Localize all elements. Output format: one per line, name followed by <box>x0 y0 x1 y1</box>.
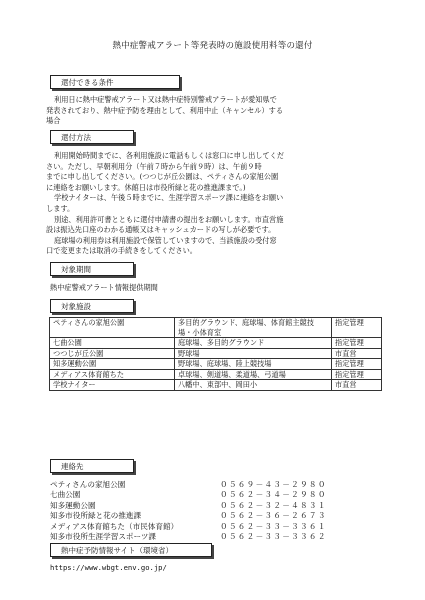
contact-phone: ０５６２－３４－２９８０ <box>220 490 327 500</box>
facility-venues: 多目的グラウンド、庭球場、体育館主競技場・小体育室 <box>175 318 332 338</box>
facility-name: つつじが丘公園 <box>50 348 175 359</box>
site-heading-text: 熱中症予防情報サイト（環境省） <box>61 546 173 555</box>
method-line: 学校ナイターは、午後５時までに、生涯学習スポーツ課に連絡をお願い <box>54 193 284 203</box>
facilities-table <box>49 317 382 391</box>
site-heading <box>50 543 212 557</box>
contacts-heading-text: 連絡先 <box>61 462 84 471</box>
facility-name: ペティさんの家旭公園 <box>50 318 175 338</box>
facility-venues: 野球場、庭球場、陸上競技場 <box>175 359 332 370</box>
method-heading-text: 還付方法 <box>61 133 91 142</box>
method-line: 利用開始時間までに、各利用施設に電話もしくは窓口に申し出してくだ <box>54 151 285 160</box>
contact-name: 知多市役所生涯学習スポーツ課 <box>50 531 157 541</box>
contact-name: メディアス体育館ちた（市民体育館） <box>50 521 179 531</box>
facility-venues: 野球場 <box>175 348 332 359</box>
facilities-heading <box>50 299 134 313</box>
facility-venues: 八幡中、東部中、岡田小 <box>175 380 332 391</box>
facility-management: 市直営 <box>332 348 382 359</box>
period-heading-text: 対象期間 <box>61 265 91 274</box>
facility-name: メディアス体育館ちた <box>50 369 175 380</box>
method-line: 庭球場の利用券は利用施設で保管していますので、当該施設の受付窓 <box>54 235 277 245</box>
method-line: さい。ただし、早朝利用分（午前７時から午前９時）は、午前９時 <box>46 161 262 171</box>
table-row <box>50 318 382 338</box>
facilities-heading-text: 対象施設 <box>61 302 91 311</box>
document-title: 熱中症警戒アラート等発表時の施設使用料等の還付 <box>112 41 313 51</box>
period-heading <box>50 262 134 276</box>
contact-name: ペティさんの家旭公園 <box>50 480 126 489</box>
contact-phone: ０５６９－４３－２９８０ <box>220 480 327 489</box>
table-row <box>50 369 382 380</box>
list-item <box>50 480 370 490</box>
facility-name: 学校ナイター <box>50 380 175 391</box>
facility-venues: 庭球場、多目的グラウンド <box>175 338 332 349</box>
contact-name: 知多運動公園 <box>50 500 96 510</box>
method-text <box>46 151 382 257</box>
facility-name: 知多運動公園 <box>50 359 175 370</box>
facility-name: 七曲公園 <box>50 338 175 349</box>
contacts-list <box>50 480 370 542</box>
method-heading <box>50 130 134 144</box>
list-item <box>50 511 370 521</box>
contacts-heading <box>50 459 134 473</box>
contact-phone: ０５６２－３６－２６７３ <box>220 511 327 521</box>
table-row <box>50 380 382 391</box>
facility-management: 指定管理 <box>332 359 382 370</box>
table-row <box>50 338 382 349</box>
list-item <box>50 490 370 500</box>
facility-management: 市直営 <box>332 380 382 391</box>
method-line: 設は振込先口座のわかる通帳又はキャッシュカードの写しが必要です。 <box>46 225 276 235</box>
contact-phone: ０５６２－３３－３３６２ <box>220 531 327 541</box>
site-url-link[interactable]: https://www.wbgt.env.go.jp/ <box>50 563 167 572</box>
conditions-line: 発表されており、熱中症予防を理由として、利用中止（キャンセル）する <box>46 105 284 115</box>
facility-management: 指定管理 <box>332 369 382 380</box>
list-item <box>50 501 370 511</box>
method-line: します。 <box>46 203 75 213</box>
list-item <box>50 532 370 542</box>
conditions-heading-text: 還付できる条件 <box>61 78 114 87</box>
contact-name: 七曲公園 <box>50 490 81 500</box>
conditions-line: 場合 <box>46 116 61 126</box>
facility-management: 指定管理 <box>332 338 382 349</box>
method-line: までに申し出してください。(つつじが丘公園は、ペティさんの家旭公園 <box>46 172 279 182</box>
contact-phone: ０５６２－３３－３３６１ <box>220 521 327 531</box>
method-line: に連絡をお願いします。休館日は市役所緑と花の推進課まで。) <box>46 182 246 192</box>
facility-venues: 卓球場、剣道場、柔道場、弓道場 <box>175 369 332 380</box>
conditions-line: 利用日に熱中症警戒アラート又は熱中症特別警戒アラートが愛知県で <box>54 95 277 104</box>
contact-name: 知多市役所緑と花の推進課 <box>50 511 142 521</box>
method-line: 口で変更または取消の手続きをしてください。 <box>46 246 197 256</box>
conditions-text <box>46 95 382 127</box>
method-line: 別途、利用許可書とともに還付申請書の提出をお願いします。市直営施 <box>54 214 284 224</box>
conditions-heading <box>50 75 180 89</box>
contact-phone: ０５６２－３２－４８３１ <box>220 500 327 510</box>
list-item <box>50 522 370 532</box>
table-row <box>50 348 382 359</box>
facility-management: 指定管理 <box>332 318 382 338</box>
table-row <box>50 359 382 370</box>
period-text: 熱中症警戒アラート情報提供期間 <box>50 283 158 292</box>
